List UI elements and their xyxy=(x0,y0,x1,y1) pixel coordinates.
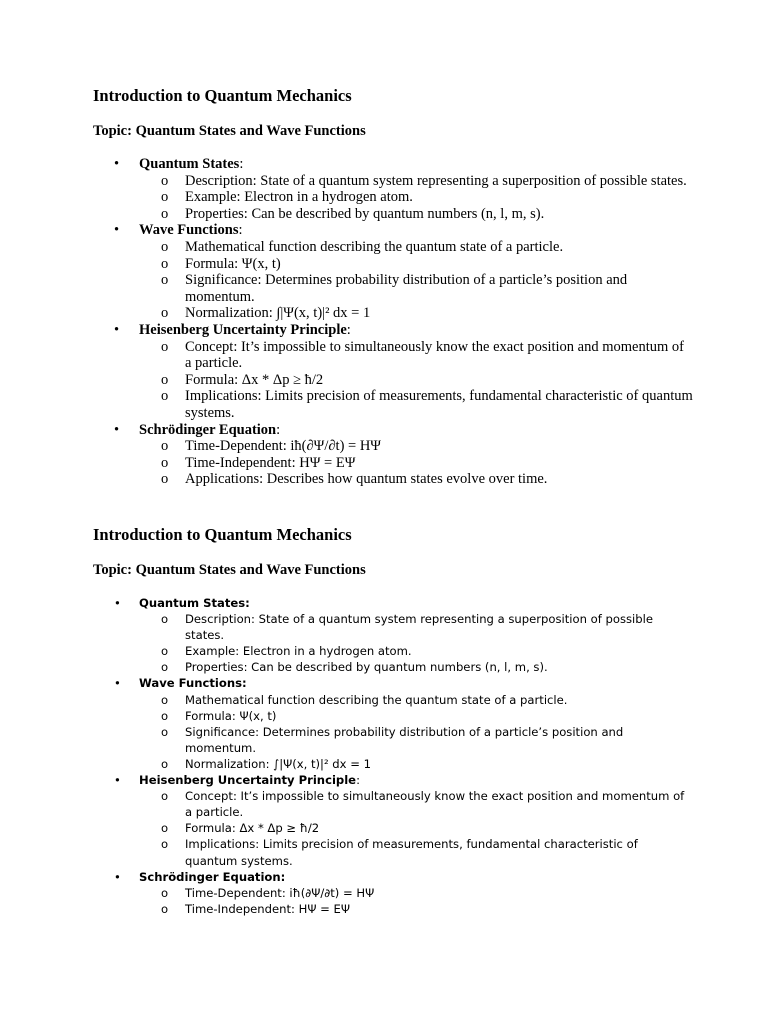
document-title: Introduction to Quantum Mechanics xyxy=(93,86,352,105)
circle-bullet-icon: o xyxy=(161,338,169,355)
sub-item-text: Applications: Describes how quantum states evolve over time. xyxy=(185,471,548,488)
item-colon: : xyxy=(346,321,351,338)
circle-bullet-icon: o xyxy=(161,837,169,852)
sub-item-text: Properties: Can be described by quantum numbers (n, l, m, s). xyxy=(185,205,545,222)
bullet-list xyxy=(93,156,693,488)
sub-item-text: Example: Electron in a hydrogen atom. xyxy=(185,644,412,659)
circle-bullet-icon: o xyxy=(161,885,169,900)
sub-item-text: Concept: It’s impossible to simultaneously know the exact position and momentum of a particle. xyxy=(185,338,684,372)
sub-item-text: Formula: Ψ(x, t) xyxy=(185,255,281,272)
sub-list xyxy=(139,788,693,868)
list-item xyxy=(93,322,693,422)
bullet-icon: • xyxy=(114,869,121,884)
sub-list xyxy=(139,339,693,422)
circle-bullet-icon: o xyxy=(161,238,169,255)
sub-item-text: Time-Dependent: iħ(∂Ψ/∂t) = HΨ xyxy=(185,438,381,455)
item-heading: Quantum States: xyxy=(139,596,250,610)
circle-bullet-icon: o xyxy=(161,255,169,272)
sub-item xyxy=(139,643,693,659)
sub-item xyxy=(139,724,693,756)
sub-item xyxy=(139,189,693,206)
sub-item-text: Time-Independent: HΨ = EΨ xyxy=(185,901,351,916)
topic-heading: Topic: Quantum States and Wave Functions xyxy=(93,562,366,578)
sub-item xyxy=(139,256,693,273)
list-item xyxy=(93,675,693,772)
sub-item xyxy=(139,901,693,917)
sub-item xyxy=(139,471,693,488)
item-colon: : xyxy=(276,421,281,438)
sub-item-text: Concept: It’s impossible to simultaneously know the exact position and momentum of a particle. xyxy=(185,789,685,820)
sub-item xyxy=(139,438,693,455)
document-title: Introduction to Quantum Mechanics xyxy=(93,525,352,544)
bullet-icon: • xyxy=(114,421,120,438)
sub-item xyxy=(139,820,693,836)
list-item xyxy=(93,595,693,675)
sub-item-text: Normalization: ∫|Ψ(x, t)|² dx = 1 xyxy=(185,756,371,771)
bullet-icon: • xyxy=(114,773,121,788)
item-heading: Schrödinger Equation xyxy=(139,421,277,438)
circle-bullet-icon: o xyxy=(161,371,169,388)
sub-item xyxy=(139,659,693,675)
circle-bullet-icon: o xyxy=(161,612,169,627)
sub-item-text: Significance: Determines probability distribution of a particle’s position and momentum. xyxy=(185,272,628,305)
sub-item xyxy=(139,372,693,389)
sub-item-text: Normalization: ∫|Ψ(x, t)|² dx = 1 xyxy=(185,305,371,322)
item-colon: : xyxy=(239,156,244,172)
sub-item xyxy=(139,272,693,305)
sub-item-text: Formula: Δx * Δp ≥ ħ/2 xyxy=(185,371,324,388)
sub-item xyxy=(139,339,693,372)
circle-bullet-icon: o xyxy=(161,305,169,322)
sub-item xyxy=(139,708,693,724)
item-colon: : xyxy=(238,222,243,239)
list-item xyxy=(93,869,693,917)
sub-item-text: Implications: Limits precision of measurements, fundamental characteristic of quantum systems. xyxy=(185,837,638,868)
bullet-icon: • xyxy=(114,676,121,691)
circle-bullet-icon: o xyxy=(161,172,169,189)
list-item xyxy=(93,422,693,488)
bullet-icon: • xyxy=(114,321,120,338)
bullet-icon: • xyxy=(114,596,121,610)
sub-item xyxy=(139,455,693,472)
sub-item-text: Description: State of a quantum system representing a superposition of possible states. xyxy=(185,172,687,189)
item-heading: Heisenberg Uncertainty Principle xyxy=(139,773,357,788)
circle-bullet-icon: o xyxy=(161,692,169,707)
sub-item-text: Properties: Can be described by quantum numbers (n, l, m, s). xyxy=(185,660,548,675)
sub-item-text: Formula: Ψ(x, t) xyxy=(185,708,277,723)
sub-item-text: Time-Dependent: iħ(∂Ψ/∂t) = HΨ xyxy=(185,885,375,900)
sub-item-text: Formula: Δx * Δp ≥ ħ/2 xyxy=(185,821,320,836)
topic-heading: Topic: Quantum States and Wave Functions xyxy=(93,123,366,139)
bullet-icon: • xyxy=(114,222,120,239)
sub-item xyxy=(139,305,693,322)
circle-bullet-icon: o xyxy=(161,272,169,289)
sub-list xyxy=(139,239,693,322)
list-item xyxy=(93,156,693,222)
circle-bullet-icon: o xyxy=(161,901,169,916)
circle-bullet-icon: o xyxy=(161,644,169,659)
item-heading: Heisenberg Uncertainty Principle xyxy=(139,321,347,338)
sub-item xyxy=(139,788,693,820)
sub-item xyxy=(139,692,693,708)
circle-bullet-icon: o xyxy=(161,708,169,723)
section-serif xyxy=(93,86,693,488)
bullet-list xyxy=(93,595,693,917)
list-item xyxy=(93,772,693,869)
sub-item xyxy=(139,611,693,643)
sub-list xyxy=(139,885,693,917)
item-heading: Wave Functions: xyxy=(139,676,247,691)
sub-item xyxy=(139,836,693,868)
sub-item-text: Mathematical function describing the quantum state of a particle. xyxy=(185,692,568,707)
sub-item-text: Description: State of a quantum system representing a superposition of possible states. xyxy=(185,612,653,643)
section-sans xyxy=(93,525,693,917)
sub-item xyxy=(139,756,693,772)
item-heading: Wave Functions xyxy=(139,222,239,239)
circle-bullet-icon: o xyxy=(161,454,169,471)
sub-item xyxy=(139,173,693,190)
sub-item-text: Example: Electron in a hydrogen atom. xyxy=(185,189,413,206)
sub-item xyxy=(139,239,693,256)
item-heading: Schrödinger Equation: xyxy=(139,869,286,884)
item-colon: : xyxy=(356,773,360,788)
sub-item-text: Mathematical function describing the quantum state of a particle. xyxy=(185,238,564,255)
sub-item-text: Implications: Limits precision of measurements, fundamental characteristic of quantum systems. xyxy=(185,388,693,421)
circle-bullet-icon: o xyxy=(161,388,169,405)
list-item xyxy=(93,222,693,322)
circle-bullet-icon: o xyxy=(161,756,169,771)
sub-list xyxy=(139,173,693,223)
circle-bullet-icon: o xyxy=(161,438,169,455)
sub-list xyxy=(139,692,693,772)
circle-bullet-icon: o xyxy=(161,724,169,739)
circle-bullet-icon: o xyxy=(161,821,169,836)
circle-bullet-icon: o xyxy=(161,189,169,206)
bullet-icon: • xyxy=(114,156,120,172)
item-heading: Quantum States xyxy=(139,156,240,172)
circle-bullet-icon: o xyxy=(161,660,169,675)
sub-item xyxy=(139,388,693,421)
sub-list xyxy=(139,611,693,675)
sub-item xyxy=(139,885,693,901)
circle-bullet-icon: o xyxy=(161,471,169,488)
sub-item xyxy=(139,206,693,223)
circle-bullet-icon: o xyxy=(161,205,169,222)
sub-list xyxy=(139,438,693,488)
circle-bullet-icon: o xyxy=(161,789,169,804)
sub-item-text: Time-Independent: HΨ = EΨ xyxy=(185,454,356,471)
sub-item-text: Significance: Determines probability distribution of a particle’s position and momentum. xyxy=(185,724,624,755)
